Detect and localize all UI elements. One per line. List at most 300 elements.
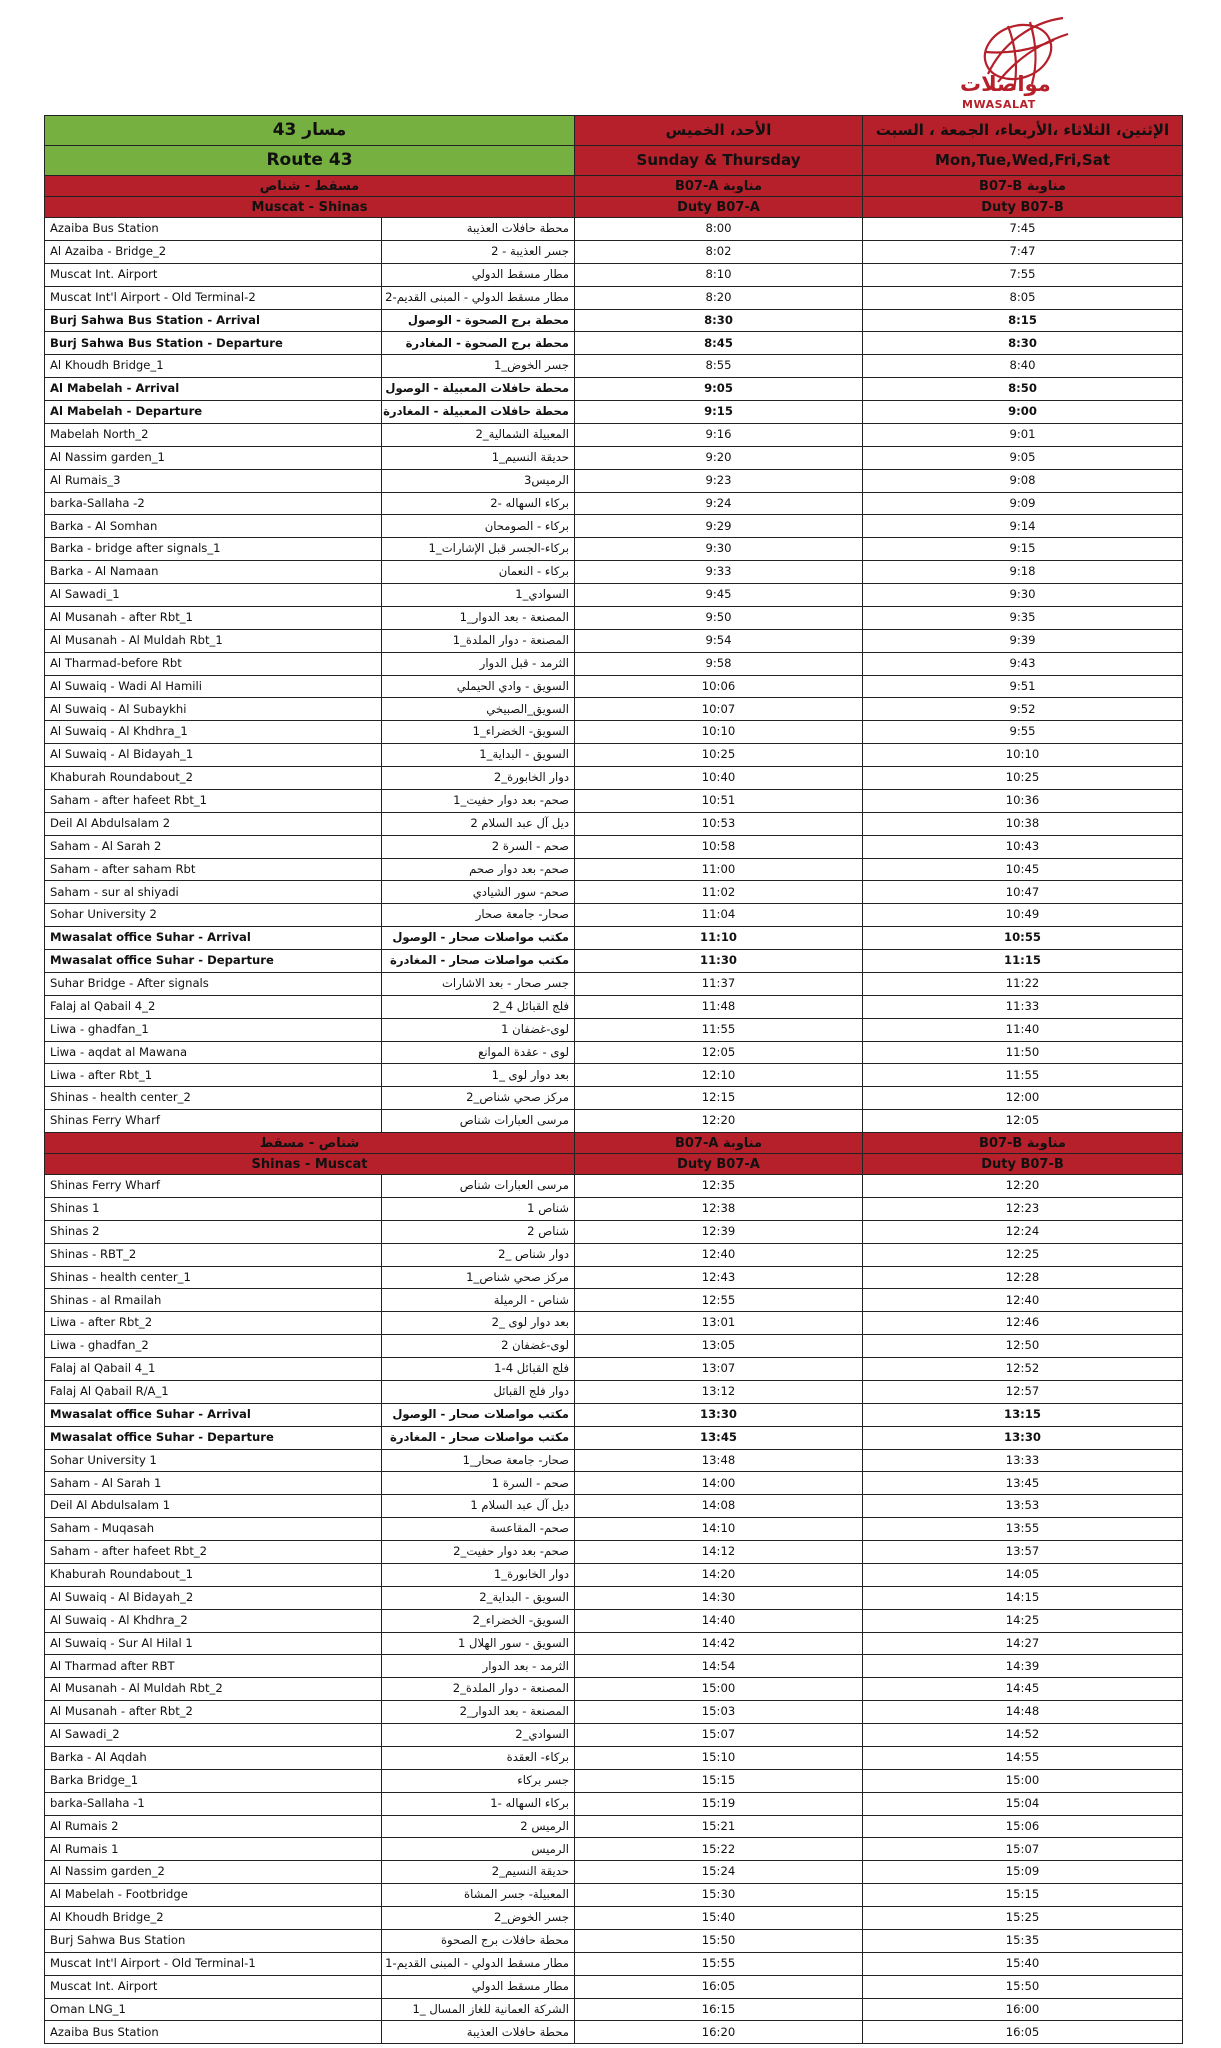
table-row <box>45 904 1183 927</box>
stop-name-en: Al Mabelah - Departure <box>45 401 382 424</box>
time-duty-a: 12:38 <box>575 1197 863 1220</box>
stop-name-ar: لوى-غضفان 1 <box>382 1018 575 1041</box>
time-duty-b: 8:50 <box>863 378 1183 401</box>
time-duty-b: 9:14 <box>863 515 1183 538</box>
time-duty-a: 11:48 <box>575 995 863 1018</box>
route-title-en: Route 43 <box>45 146 575 176</box>
table-row <box>45 2021 1183 2044</box>
time-duty-a: 12:15 <box>575 1087 863 1110</box>
stop-name-ar: شناص 1 <box>382 1197 575 1220</box>
stop-name-en: Al Suwaiq - Al Khdhra_1 <box>45 721 382 744</box>
outbound-duty-a-en: Duty B07-A <box>575 197 863 218</box>
stop-name-ar: محطة حافلات المعبيلة - الوصول <box>382 378 575 401</box>
stop-name-en: Al Sawadi_2 <box>45 1724 382 1747</box>
table-row <box>45 1472 1183 1495</box>
table-row <box>45 698 1183 721</box>
table-row <box>45 1792 1183 1815</box>
time-duty-a: 15:03 <box>575 1701 863 1724</box>
time-duty-b: 13:57 <box>863 1541 1183 1564</box>
time-duty-b: 12:24 <box>863 1220 1183 1243</box>
stop-name-en: Shinas Ferry Wharf <box>45 1175 382 1198</box>
stop-name-ar: صحم - السرة 2 <box>382 835 575 858</box>
time-duty-a: 14:20 <box>575 1563 863 1586</box>
table-row <box>45 1266 1183 1289</box>
time-duty-a: 8:20 <box>575 286 863 309</box>
route-title-ar: مسار 43 <box>45 116 575 146</box>
time-duty-a: 16:05 <box>575 1975 863 1998</box>
time-duty-a: 9:05 <box>575 378 863 401</box>
stop-name-en: Burj Sahwa Bus Station - Departure <box>45 332 382 355</box>
stop-name-en: Saham - after saham Rbt <box>45 858 382 881</box>
stop-name-ar: السويق - البداية_2 <box>382 1586 575 1609</box>
stop-name-en: Falaj Al Qabail R/A_1 <box>45 1380 382 1403</box>
stop-name-en: Azaiba Bus Station <box>45 2021 382 2044</box>
time-duty-b: 15:00 <box>863 1769 1183 1792</box>
stop-name-ar: صحم- بعد دوار حفيت_2 <box>382 1541 575 1564</box>
time-duty-a: 13:45 <box>575 1426 863 1449</box>
table-row <box>45 881 1183 904</box>
time-duty-b: 13:15 <box>863 1403 1183 1426</box>
time-duty-b: 9:35 <box>863 606 1183 629</box>
time-duty-a: 9:30 <box>575 538 863 561</box>
table-row <box>45 1495 1183 1518</box>
time-duty-b: 10:45 <box>863 858 1183 881</box>
time-duty-b: 9:09 <box>863 492 1183 515</box>
stop-name-ar: فلج القبائل 4_2 <box>382 995 575 1018</box>
stop-name-en: Al Khoudh Bridge_2 <box>45 1907 382 1930</box>
time-duty-b: 9:30 <box>863 584 1183 607</box>
time-duty-b: 15:35 <box>863 1929 1183 1952</box>
time-duty-a: 8:02 <box>575 240 863 263</box>
inbound-header-ar <box>45 1133 1183 1154</box>
table-row <box>45 332 1183 355</box>
inbound-duty-a-en: Duty B07-A <box>575 1154 863 1175</box>
stop-name-en: Al Musanah - Al Muldah Rbt_1 <box>45 629 382 652</box>
time-duty-b: 14:55 <box>863 1746 1183 1769</box>
time-duty-a: 9:54 <box>575 629 863 652</box>
stop-name-ar: مركز صحي شناص_2 <box>382 1087 575 1110</box>
stop-name-en: Liwa - ghadfan_1 <box>45 1018 382 1041</box>
time-duty-a: 10:53 <box>575 812 863 835</box>
stop-name-ar: المصنعة - بعد الدوار_1 <box>382 606 575 629</box>
stop-name-en: Deil Al Abdulsalam 2 <box>45 812 382 835</box>
time-duty-a: 9:20 <box>575 446 863 469</box>
time-duty-b: 9:05 <box>863 446 1183 469</box>
time-duty-b: 7:47 <box>863 240 1183 263</box>
table-row <box>45 584 1183 607</box>
logo-english-text: MWASALAT <box>962 98 1036 111</box>
stop-name-ar: مطار مسقط الدولي - المبنى القديم-2 <box>382 286 575 309</box>
time-duty-a: 12:10 <box>575 1064 863 1087</box>
time-duty-a: 10:06 <box>575 675 863 698</box>
time-duty-a: 10:58 <box>575 835 863 858</box>
table-row <box>45 1769 1183 1792</box>
table-row <box>45 1289 1183 1312</box>
table-row <box>45 1220 1183 1243</box>
stop-name-ar: حديقة النسيم_1 <box>382 446 575 469</box>
table-row <box>45 789 1183 812</box>
time-duty-b: 13:55 <box>863 1518 1183 1541</box>
stop-name-en: Barka - bridge after signals_1 <box>45 538 382 561</box>
stop-name-en: Al Suwaiq - Wadi Al Hamili <box>45 675 382 698</box>
stop-name-ar: السوادي_2 <box>382 1724 575 1747</box>
stop-name-ar: صحار- جامعة صحار_1 <box>382 1449 575 1472</box>
stop-name-ar: ديل آل عبد السلام 1 <box>382 1495 575 1518</box>
table-row <box>45 515 1183 538</box>
time-duty-b: 12:20 <box>863 1175 1183 1198</box>
time-duty-a: 9:23 <box>575 469 863 492</box>
stop-name-en: Falaj al Qabail 4_2 <box>45 995 382 1018</box>
table-row <box>45 1746 1183 1769</box>
stop-name-ar: دوار فلج القبائل <box>382 1380 575 1403</box>
stop-name-ar: الثرمد - بعد الدوار <box>382 1655 575 1678</box>
table-row <box>45 355 1183 378</box>
time-duty-b: 16:00 <box>863 1998 1183 2021</box>
outbound-duty-a-ar: مناوبة B07-A <box>575 176 863 197</box>
time-duty-a: 15:55 <box>575 1952 863 1975</box>
stop-name-ar: بركاء-الجسر قبل الإشارات_1 <box>382 538 575 561</box>
stop-name-en: Muscat Int'l Airport - Old Terminal-2 <box>45 286 382 309</box>
table-row <box>45 1609 1183 1632</box>
stop-name-ar: السويق - وادي الحيملي <box>382 675 575 698</box>
stop-name-ar: بعد دوار لوى _2 <box>382 1312 575 1335</box>
time-duty-a: 12:43 <box>575 1266 863 1289</box>
time-duty-b: 8:40 <box>863 355 1183 378</box>
table-row <box>45 767 1183 790</box>
globe-logo-icon <box>948 12 1088 112</box>
time-duty-a: 9:15 <box>575 401 863 424</box>
time-duty-a: 15:07 <box>575 1724 863 1747</box>
time-duty-b: 11:55 <box>863 1064 1183 1087</box>
stop-name-en: Al Musanah - Al Muldah Rbt_2 <box>45 1678 382 1701</box>
time-duty-b: 7:55 <box>863 263 1183 286</box>
time-duty-a: 15:24 <box>575 1861 863 1884</box>
table-row <box>45 1586 1183 1609</box>
table-row <box>45 606 1183 629</box>
stop-name-en: Mwasalat office Suhar - Departure <box>45 950 382 973</box>
stop-name-ar: مرسى العبارات شناص <box>382 1175 575 1198</box>
time-duty-b: 14:39 <box>863 1655 1183 1678</box>
inbound-duty-b-ar: مناوبة B07-B <box>863 1133 1183 1154</box>
stop-name-en: Sohar University 2 <box>45 904 382 927</box>
stop-name-ar: جسر بركاء <box>382 1769 575 1792</box>
stop-name-ar: مكتب مواصلات صحار - الوصول <box>382 1403 575 1426</box>
stop-name-ar: لوى-غضفان 2 <box>382 1335 575 1358</box>
outbound-duty-b-en: Duty B07-B <box>863 197 1183 218</box>
time-duty-a: 11:30 <box>575 950 863 973</box>
time-duty-b: 9:18 <box>863 561 1183 584</box>
inbound-duty-a-ar: مناوبة B07-A <box>575 1133 863 1154</box>
stop-name-ar: صحم - السرة 1 <box>382 1472 575 1495</box>
time-duty-b: 12:23 <box>863 1197 1183 1220</box>
stop-name-ar: الرميس3 <box>382 469 575 492</box>
table-row <box>45 1541 1183 1564</box>
table-row <box>45 1907 1183 1930</box>
stop-name-ar: مكتب مواصلات صحار - المغادرة <box>382 950 575 973</box>
time-duty-b: 15:07 <box>863 1838 1183 1861</box>
time-duty-a: 14:42 <box>575 1632 863 1655</box>
time-duty-a: 12:55 <box>575 1289 863 1312</box>
stop-name-en: Mwasalat office Suhar - Arrival <box>45 927 382 950</box>
stop-name-ar: بركاء السهاله -2 <box>382 492 575 515</box>
stop-name-en: Shinas 1 <box>45 1197 382 1220</box>
time-duty-a: 15:22 <box>575 1838 863 1861</box>
stop-name-ar: مكتب مواصلات صحار - الوصول <box>382 927 575 950</box>
stop-name-ar: الشركة العمانية للغاز المسال _1 <box>382 1998 575 2021</box>
time-duty-a: 9:58 <box>575 652 863 675</box>
time-duty-b: 8:05 <box>863 286 1183 309</box>
stop-name-en: Barka - Al Somhan <box>45 515 382 538</box>
stop-name-en: Al Suwaiq - Sur Al Hilal 1 <box>45 1632 382 1655</box>
stop-name-ar: صحار- جامعة صحار <box>382 904 575 927</box>
outbound-header-en <box>45 197 1183 218</box>
stop-name-ar: السوادي_1 <box>382 584 575 607</box>
time-duty-b: 11:33 <box>863 995 1183 1018</box>
time-duty-a: 10:40 <box>575 767 863 790</box>
time-duty-b: 14:15 <box>863 1586 1183 1609</box>
table-row <box>45 1655 1183 1678</box>
stop-name-en: Saham - after hafeet Rbt_1 <box>45 789 382 812</box>
stop-name-ar: جسر العذيبة - 2 <box>382 240 575 263</box>
table-row <box>45 950 1183 973</box>
time-duty-a: 13:07 <box>575 1358 863 1381</box>
time-duty-a: 8:30 <box>575 309 863 332</box>
time-duty-a: 15:21 <box>575 1815 863 1838</box>
stop-name-en: Muscat Int. Airport <box>45 263 382 286</box>
time-duty-a: 15:19 <box>575 1792 863 1815</box>
stop-name-ar: ديل آل عبد السلام 2 <box>382 812 575 835</box>
time-duty-b: 14:52 <box>863 1724 1183 1747</box>
stop-name-ar: بركاء - الصومحان <box>382 515 575 538</box>
stop-name-en: Liwa - after Rbt_1 <box>45 1064 382 1087</box>
stop-name-ar: مطار مسقط الدولي - المبنى القديم-1 <box>382 1952 575 1975</box>
stop-name-en: Shinas 2 <box>45 1220 382 1243</box>
time-duty-a: 15:30 <box>575 1884 863 1907</box>
stop-name-en: Al Suwaiq - Al Khdhra_2 <box>45 1609 382 1632</box>
stop-name-ar: حديقة النسيم_2 <box>382 1861 575 1884</box>
time-duty-a: 11:04 <box>575 904 863 927</box>
time-duty-b: 10:43 <box>863 835 1183 858</box>
stop-name-ar: بركاء - النعمان <box>382 561 575 584</box>
table-row <box>45 309 1183 332</box>
time-duty-b: 9:15 <box>863 538 1183 561</box>
time-duty-b: 9:00 <box>863 401 1183 424</box>
stop-name-en: Al Tharmad after RBT <box>45 1655 382 1678</box>
time-duty-b: 13:53 <box>863 1495 1183 1518</box>
logo-arabic-text: مواصلات <box>960 72 1051 96</box>
stop-name-ar: مطار مسقط الدولي <box>382 1975 575 1998</box>
time-duty-a: 8:55 <box>575 355 863 378</box>
stop-name-en: Al Tharmad-before Rbt <box>45 652 382 675</box>
time-duty-b: 12:05 <box>863 1110 1183 1133</box>
table-row <box>45 492 1183 515</box>
time-duty-a: 11:00 <box>575 858 863 881</box>
time-duty-a: 13:30 <box>575 1403 863 1426</box>
stop-name-en: Burj Sahwa Bus Station - Arrival <box>45 309 382 332</box>
stop-name-en: Saham - Al Sarah 1 <box>45 1472 382 1495</box>
time-duty-b: 11:50 <box>863 1041 1183 1064</box>
table-row <box>45 1563 1183 1586</box>
time-duty-a: 8:45 <box>575 332 863 355</box>
table-row <box>45 1312 1183 1335</box>
stop-name-ar: جسر الخوض_1 <box>382 355 575 378</box>
stop-name-ar: صحم- سور الشيادي <box>382 881 575 904</box>
table-row <box>45 1952 1183 1975</box>
table-row <box>45 629 1183 652</box>
table-row <box>45 927 1183 950</box>
time-duty-a: 9:50 <box>575 606 863 629</box>
table-row <box>45 401 1183 424</box>
table-row <box>45 858 1183 881</box>
table-row <box>45 1998 1183 2021</box>
time-duty-b: 16:05 <box>863 2021 1183 2044</box>
days-col1-en: Sunday & Thursday <box>575 146 863 176</box>
stop-name-ar: المعبيلة الشمالية_2 <box>382 423 575 446</box>
table-row <box>45 835 1183 858</box>
table-row <box>45 1815 1183 1838</box>
time-duty-a: 14:10 <box>575 1518 863 1541</box>
table-row <box>45 1632 1183 1655</box>
days-col2-ar: الإثنين، الثلاثاء ،الأربعاء، الجمعة ، السبت <box>863 116 1183 146</box>
table-row <box>45 423 1183 446</box>
time-duty-b: 12:40 <box>863 1289 1183 1312</box>
stop-name-ar: محطة حافلات برج الصحوة <box>382 1929 575 1952</box>
table-row <box>45 286 1183 309</box>
stop-name-ar: دوار الخابورة_2 <box>382 767 575 790</box>
table-row <box>45 1197 1183 1220</box>
table-row <box>45 1884 1183 1907</box>
table-row <box>45 1403 1183 1426</box>
stop-name-ar: المصنعة - دوار الملدة_2 <box>382 1678 575 1701</box>
stop-name-ar: دوار شناص _2 <box>382 1243 575 1266</box>
time-duty-a: 14:40 <box>575 1609 863 1632</box>
stop-name-ar: فلج القبائل 4-1 <box>382 1358 575 1381</box>
table-row <box>45 1426 1183 1449</box>
time-duty-b: 10:38 <box>863 812 1183 835</box>
days-col1-ar: الأحد، الخميس <box>575 116 863 146</box>
table-row <box>45 218 1183 241</box>
time-duty-b: 10:10 <box>863 744 1183 767</box>
stop-name-en: Saham - sur al shiyadi <box>45 881 382 904</box>
time-duty-a: 13:48 <box>575 1449 863 1472</box>
stop-name-ar: السويق_الصبيخي <box>382 698 575 721</box>
stop-name-ar: محطة برج الصحوة - الوصول <box>382 309 575 332</box>
outbound-duty-b-ar: مناوبة B07-B <box>863 176 1183 197</box>
stop-name-en: Burj Sahwa Bus Station <box>45 1929 382 1952</box>
table-row <box>45 1701 1183 1724</box>
time-duty-b: 9:39 <box>863 629 1183 652</box>
stop-name-ar: المعبيلة- جسر المشاة <box>382 1884 575 1907</box>
stop-name-en: Al Mabelah - Footbridge <box>45 1884 382 1907</box>
time-duty-b: 13:30 <box>863 1426 1183 1449</box>
stop-name-en: Al Rumais 1 <box>45 1838 382 1861</box>
time-duty-b: 15:40 <box>863 1952 1183 1975</box>
outbound-direction-en: Muscat - Shinas <box>45 197 575 218</box>
time-duty-a: 13:12 <box>575 1380 863 1403</box>
stop-name-ar: جسر الخوض_2 <box>382 1907 575 1930</box>
time-duty-b: 15:09 <box>863 1861 1183 1884</box>
stop-name-en: Deil Al Abdulsalam 1 <box>45 1495 382 1518</box>
stop-name-ar: شناص 2 <box>382 1220 575 1243</box>
stop-name-en: Muscat Int. Airport <box>45 1975 382 1998</box>
stop-name-en: Khaburah Roundabout_2 <box>45 767 382 790</box>
table-row <box>45 1018 1183 1041</box>
time-duty-b: 9:55 <box>863 721 1183 744</box>
stop-name-en: Al Nassim garden_2 <box>45 1861 382 1884</box>
time-duty-b: 9:52 <box>863 698 1183 721</box>
stop-name-ar: محطة برج الصحوة - المغادرة <box>382 332 575 355</box>
inbound-direction-en: Shinas - Muscat <box>45 1154 575 1175</box>
time-duty-b: 10:55 <box>863 927 1183 950</box>
time-duty-a: 14:54 <box>575 1655 863 1678</box>
stop-name-en: barka-Sallaha -1 <box>45 1792 382 1815</box>
time-duty-a: 15:40 <box>575 1907 863 1930</box>
stop-name-en: Liwa - aqdat al Mawana <box>45 1041 382 1064</box>
stop-name-en: Mwasalat office Suhar - Arrival <box>45 1403 382 1426</box>
stop-name-ar: مطار مسقط الدولي <box>382 263 575 286</box>
outbound-direction-ar: مسقط - شناص <box>45 176 575 197</box>
time-duty-a: 16:15 <box>575 1998 863 2021</box>
time-duty-a: 12:05 <box>575 1041 863 1064</box>
table-row <box>45 1929 1183 1952</box>
timetable <box>44 115 1183 2044</box>
stop-name-ar: الثرمد - قبل الدوار <box>382 652 575 675</box>
time-duty-b: 14:27 <box>863 1632 1183 1655</box>
time-duty-a: 11:37 <box>575 972 863 995</box>
table-row <box>45 1449 1183 1472</box>
stop-name-ar: السويق- الخضراء_2 <box>382 1609 575 1632</box>
stop-name-en: Shinas - al Rmailah <box>45 1289 382 1312</box>
table-row <box>45 744 1183 767</box>
time-duty-a: 10:10 <box>575 721 863 744</box>
table-row <box>45 240 1183 263</box>
time-duty-b: 9:01 <box>863 423 1183 446</box>
stop-name-ar: صحم- بعد دوار صحم <box>382 858 575 881</box>
table-row <box>45 1975 1183 1998</box>
time-duty-b: 9:51 <box>863 675 1183 698</box>
stop-name-ar: لوى - عقدة الموانع <box>382 1041 575 1064</box>
time-duty-a: 9:24 <box>575 492 863 515</box>
time-duty-b: 15:04 <box>863 1792 1183 1815</box>
stop-name-en: Shinas Ferry Wharf <box>45 1110 382 1133</box>
time-duty-a: 14:30 <box>575 1586 863 1609</box>
time-duty-a: 12:35 <box>575 1175 863 1198</box>
stop-name-en: Al Sawadi_1 <box>45 584 382 607</box>
stop-name-en: barka-Sallaha -2 <box>45 492 382 515</box>
time-duty-b: 15:25 <box>863 1907 1183 1930</box>
time-duty-b: 14:05 <box>863 1563 1183 1586</box>
time-duty-b: 12:46 <box>863 1312 1183 1335</box>
time-duty-a: 13:01 <box>575 1312 863 1335</box>
stop-name-ar: المصنعة - بعد الدوار_2 <box>382 1701 575 1724</box>
stop-name-en: Liwa - after Rbt_2 <box>45 1312 382 1335</box>
stop-name-ar: صحم- بعد دوار حفيت_1 <box>382 789 575 812</box>
table-row <box>45 1358 1183 1381</box>
table-row <box>45 721 1183 744</box>
time-duty-b: 14:48 <box>863 1701 1183 1724</box>
stop-name-en: Mwasalat office Suhar - Departure <box>45 1426 382 1449</box>
stop-name-en: Al Azaiba - Bridge_2 <box>45 240 382 263</box>
stop-name-ar: السويق- الخضراء_1 <box>382 721 575 744</box>
inbound-direction-ar: شناص - مسقط <box>45 1133 575 1154</box>
time-duty-a: 15:15 <box>575 1769 863 1792</box>
table-row <box>45 1041 1183 1064</box>
time-duty-a: 8:00 <box>575 218 863 241</box>
header-row-ar <box>45 116 1183 146</box>
time-duty-b: 11:40 <box>863 1018 1183 1041</box>
table-row <box>45 1724 1183 1747</box>
stop-name-en: Muscat Int'l Airport - Old Terminal-1 <box>45 1952 382 1975</box>
